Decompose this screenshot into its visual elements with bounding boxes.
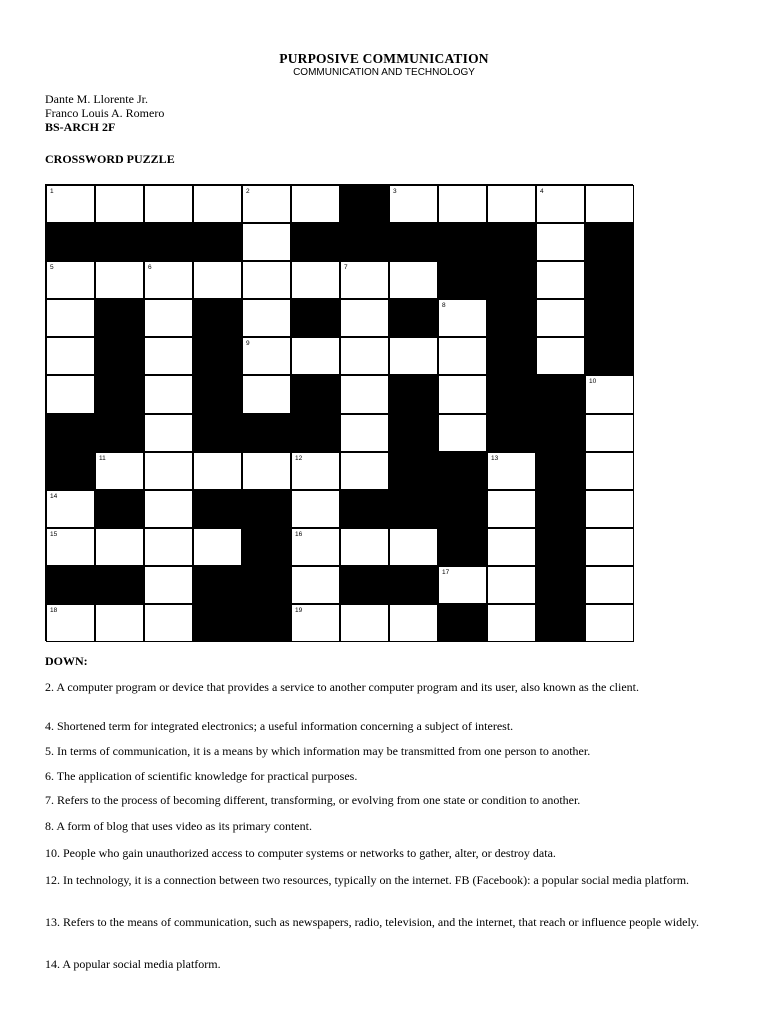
crossword-block — [536, 452, 585, 490]
crossword-cell[interactable] — [585, 185, 634, 223]
crossword-cell[interactable] — [144, 299, 193, 337]
crossword-cell[interactable] — [46, 528, 95, 566]
down-clues-heading: DOWN: — [45, 654, 88, 668]
cell-number: 17 — [442, 569, 450, 576]
crossword-block — [46, 566, 95, 604]
crossword-cell[interactable] — [340, 337, 389, 375]
crossword-cell[interactable] — [46, 299, 95, 337]
crossword-cell[interactable] — [46, 604, 95, 642]
crossword-cell[interactable] — [291, 528, 340, 566]
crossword-block — [242, 566, 291, 604]
crossword-block — [487, 375, 536, 414]
crossword-cell[interactable] — [389, 261, 438, 299]
crossword-cell[interactable] — [536, 185, 585, 223]
crossword-cell[interactable] — [585, 490, 634, 528]
crossword-block — [291, 223, 340, 261]
cell-number: 16 — [295, 531, 303, 538]
crossword-cell[interactable] — [536, 261, 585, 299]
crossword-cell[interactable] — [46, 261, 95, 299]
cell-number: 10 — [589, 378, 597, 385]
clue-down: 12. In technology, it is a connection between two resources, typically on the internet. FB (Facebook): a popular social media platform. — [45, 873, 690, 887]
crossword-block — [242, 414, 291, 452]
crossword-cell[interactable] — [46, 490, 95, 528]
crossword-block — [585, 223, 634, 261]
crossword-block — [389, 490, 438, 528]
crossword-cell[interactable] — [585, 375, 634, 414]
cell-number: 5 — [50, 264, 54, 271]
crossword-block — [95, 566, 144, 604]
crossword-block — [242, 490, 291, 528]
crossword-block — [193, 375, 242, 414]
crossword-block — [95, 299, 144, 337]
crossword-cell[interactable] — [438, 299, 487, 337]
crossword-cell[interactable] — [144, 261, 193, 299]
crossword-cell[interactable] — [340, 375, 389, 414]
crossword-block — [389, 566, 438, 604]
crossword-cell[interactable] — [487, 604, 536, 642]
crossword-cell[interactable] — [389, 604, 438, 642]
clue-down: 10. People who gain unauthorized access to computer systems or networks to gather, alter, or destroy data. — [45, 846, 556, 860]
cell-number: 14 — [50, 493, 58, 500]
crossword-cell[interactable] — [242, 452, 291, 490]
crossword-cell[interactable] — [585, 604, 634, 642]
crossword-cell[interactable] — [340, 299, 389, 337]
crossword-cell[interactable] — [340, 604, 389, 642]
crossword-cell[interactable] — [536, 337, 585, 375]
crossword-block — [389, 299, 438, 337]
crossword-cell[interactable] — [340, 452, 389, 490]
crossword-cell[interactable] — [585, 452, 634, 490]
crossword-cell[interactable] — [46, 185, 95, 223]
clue-down: 5. In terms of communication, it is a means by which information may be transmitted from one person to another. — [45, 744, 591, 758]
crossword-block — [438, 604, 487, 642]
crossword-block — [242, 528, 291, 566]
crossword-cell[interactable] — [46, 337, 95, 375]
crossword-cell[interactable] — [95, 261, 144, 299]
crossword-block — [193, 604, 242, 642]
crossword-block — [95, 375, 144, 414]
crossword-cell[interactable] — [438, 185, 487, 223]
crossword-cell[interactable] — [291, 261, 340, 299]
cell-number: 7 — [344, 264, 348, 271]
crossword-block — [536, 490, 585, 528]
crossword-block — [487, 299, 536, 337]
crossword-block — [46, 414, 95, 452]
crossword-cell[interactable] — [291, 337, 340, 375]
clue-down: 8. A form of blog that uses video as its primary content. — [45, 819, 312, 833]
crossword-block — [193, 414, 242, 452]
crossword-block — [536, 528, 585, 566]
cell-number: 11 — [99, 455, 106, 462]
crossword-cell[interactable] — [487, 490, 536, 528]
clue-down: 7. Refers to the process of becoming different, transforming, or evolving from one state or condition to another. — [45, 793, 581, 807]
crossword-cell[interactable] — [340, 261, 389, 299]
crossword-cell[interactable] — [438, 337, 487, 375]
crossword-cell[interactable] — [144, 452, 193, 490]
crossword-block — [193, 337, 242, 375]
cell-number: 6 — [148, 264, 152, 271]
crossword-block — [389, 452, 438, 490]
crossword-cell[interactable] — [291, 566, 340, 604]
crossword-grid — [45, 184, 633, 641]
crossword-cell[interactable] — [193, 528, 242, 566]
cell-number: 13 — [491, 455, 499, 462]
crossword-cell[interactable] — [487, 566, 536, 604]
crossword-cell[interactable] — [438, 566, 487, 604]
crossword-cell[interactable] — [193, 185, 242, 223]
cell-number: 9 — [246, 340, 250, 347]
crossword-block — [291, 375, 340, 414]
cell-number: 1 — [50, 188, 54, 195]
crossword-block — [585, 299, 634, 337]
crossword-cell[interactable] — [95, 528, 144, 566]
crossword-block — [193, 223, 242, 261]
crossword-cell[interactable] — [389, 337, 438, 375]
crossword-block — [46, 452, 95, 490]
crossword-block — [585, 261, 634, 299]
crossword-block — [389, 375, 438, 414]
crossword-block — [340, 566, 389, 604]
crossword-cell[interactable] — [340, 528, 389, 566]
section-label: BS-ARCH 2F — [45, 120, 116, 134]
crossword-block — [95, 414, 144, 452]
crossword-block — [95, 490, 144, 528]
crossword-block — [95, 223, 144, 261]
crossword-cell[interactable] — [46, 375, 95, 414]
cell-number: 15 — [50, 531, 58, 538]
crossword-cell[interactable] — [144, 185, 193, 223]
crossword-block — [340, 185, 389, 223]
clue-down: 6. The application of scientific knowledge for practical purposes. — [45, 769, 358, 783]
crossword-cell[interactable] — [487, 452, 536, 490]
crossword-block — [438, 223, 487, 261]
crossword-block — [438, 452, 487, 490]
crossword-block — [389, 414, 438, 452]
crossword-block — [242, 604, 291, 642]
crossword-block — [438, 490, 487, 528]
clue-down: 2. A computer program or device that provides a service to another computer program and its user, also known as the client. — [45, 680, 640, 694]
crossword-cell[interactable] — [144, 528, 193, 566]
crossword-cell[interactable] — [95, 452, 144, 490]
crossword-cell[interactable] — [242, 185, 291, 223]
author-name: Dante M. Llorente Jr. — [45, 92, 148, 106]
clue-down: 13. Refers to the means of communication, such as newspapers, radio, television, and the internet, that reach or influence people widely. — [45, 915, 700, 929]
document-subtitle: COMMUNICATION AND TECHNOLOGY — [293, 67, 475, 78]
crossword-block — [585, 337, 634, 375]
crossword-cell[interactable] — [242, 223, 291, 261]
crossword-cell[interactable] — [389, 185, 438, 223]
clue-down: 14. A popular social media platform. — [45, 957, 221, 971]
crossword-cell[interactable] — [536, 223, 585, 261]
crossword-cell[interactable] — [585, 414, 634, 452]
crossword-block — [536, 414, 585, 452]
cell-number: 12 — [295, 455, 303, 462]
crossword-block — [536, 566, 585, 604]
crossword-block — [291, 299, 340, 337]
crossword-cell[interactable] — [585, 566, 634, 604]
crossword-block — [193, 566, 242, 604]
crossword-cell[interactable] — [144, 490, 193, 528]
cell-number: 8 — [442, 302, 446, 309]
crossword-block — [536, 604, 585, 642]
cell-number: 2 — [246, 188, 250, 195]
clue-down: 4. Shortened term for integrated electronics; a useful information concerning a subject of interest. — [45, 719, 514, 733]
crossword-block — [487, 261, 536, 299]
crossword-cell[interactable] — [144, 604, 193, 642]
crossword-block — [340, 223, 389, 261]
crossword-block — [487, 223, 536, 261]
crossword-block — [193, 299, 242, 337]
crossword-block — [144, 223, 193, 261]
crossword-block — [193, 490, 242, 528]
crossword-cell[interactable] — [438, 375, 487, 414]
crossword-cell[interactable] — [242, 337, 291, 375]
crossword-block — [389, 223, 438, 261]
cell-number: 19 — [295, 607, 303, 614]
crossword-cell[interactable] — [144, 566, 193, 604]
crossword-cell[interactable] — [193, 452, 242, 490]
crossword-cell[interactable] — [193, 261, 242, 299]
crossword-cell[interactable] — [95, 604, 144, 642]
crossword-cell[interactable] — [242, 261, 291, 299]
crossword-cell[interactable] — [291, 452, 340, 490]
crossword-cell[interactable] — [95, 185, 144, 223]
crossword-cell[interactable] — [291, 604, 340, 642]
crossword-cell[interactable] — [536, 299, 585, 337]
crossword-block — [487, 337, 536, 375]
crossword-cell[interactable] — [144, 337, 193, 375]
crossword-block — [291, 414, 340, 452]
crossword-cell[interactable] — [291, 185, 340, 223]
document-title: PURPOSIVE COMMUNICATION — [279, 51, 489, 66]
crossword-cell[interactable] — [585, 528, 634, 566]
crossword-block — [95, 337, 144, 375]
crossword-cell[interactable] — [340, 414, 389, 452]
crossword-block — [438, 528, 487, 566]
crossword-cell[interactable] — [242, 375, 291, 414]
crossword-block — [536, 375, 585, 414]
author-name: Franco Louis A. Romero — [45, 106, 165, 120]
cell-number: 3 — [393, 188, 397, 195]
crossword-block — [487, 414, 536, 452]
crossword-cell[interactable] — [389, 528, 438, 566]
crossword-cell[interactable] — [291, 490, 340, 528]
cell-number: 4 — [540, 188, 544, 195]
cell-number: 18 — [50, 607, 58, 614]
crossword-block — [438, 261, 487, 299]
crossword-cell[interactable] — [144, 414, 193, 452]
crossword-cell[interactable] — [242, 299, 291, 337]
crossword-heading: CROSSWORD PUZZLE — [45, 152, 175, 166]
crossword-block — [46, 223, 95, 261]
crossword-block — [340, 490, 389, 528]
crossword-cell[interactable] — [487, 185, 536, 223]
crossword-cell[interactable] — [438, 414, 487, 452]
crossword-cell[interactable] — [487, 528, 536, 566]
crossword-cell[interactable] — [144, 375, 193, 414]
